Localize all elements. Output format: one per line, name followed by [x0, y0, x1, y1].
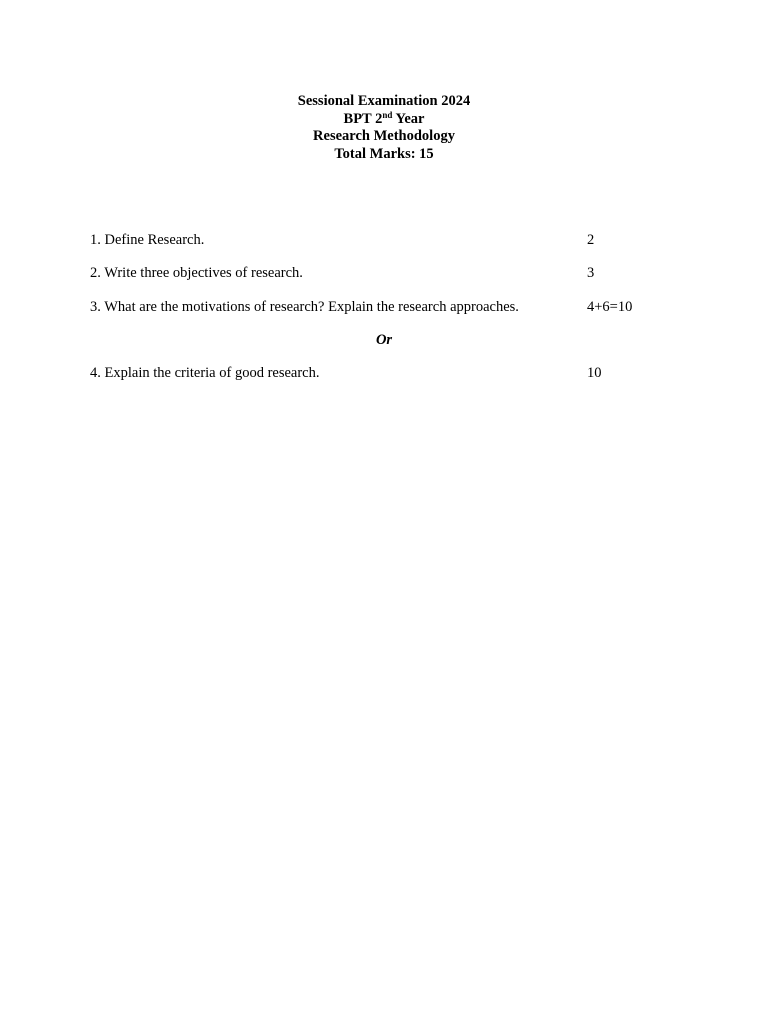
question-1-marks: 2: [587, 232, 595, 248]
course-line: [0, 111, 768, 129]
course-year: Year: [392, 110, 425, 127]
question-2-marks: 3: [587, 265, 595, 281]
question-2: 2. Write three objectives of research.: [90, 265, 303, 281]
question-1: 1. Define Research.: [90, 232, 205, 248]
question-4: 4. Explain the criteria of good research.: [90, 365, 320, 381]
course-name: BPT 2: [343, 110, 383, 127]
exam-title: Sessional Examination 2024: [297, 93, 471, 109]
exam-header: [0, 93, 768, 163]
question-4-marks: 10: [587, 365, 602, 381]
total-marks: Total Marks: 15: [334, 145, 434, 162]
subject-title: Research Methodology: [313, 128, 455, 145]
question-3: 3. What are the motivations of research? Explain the research approaches.: [90, 299, 519, 315]
or-separator: Or: [375, 332, 393, 348]
ordinal-suffix: nd: [382, 109, 393, 120]
question-3-marks: 4+6=10: [587, 299, 633, 315]
